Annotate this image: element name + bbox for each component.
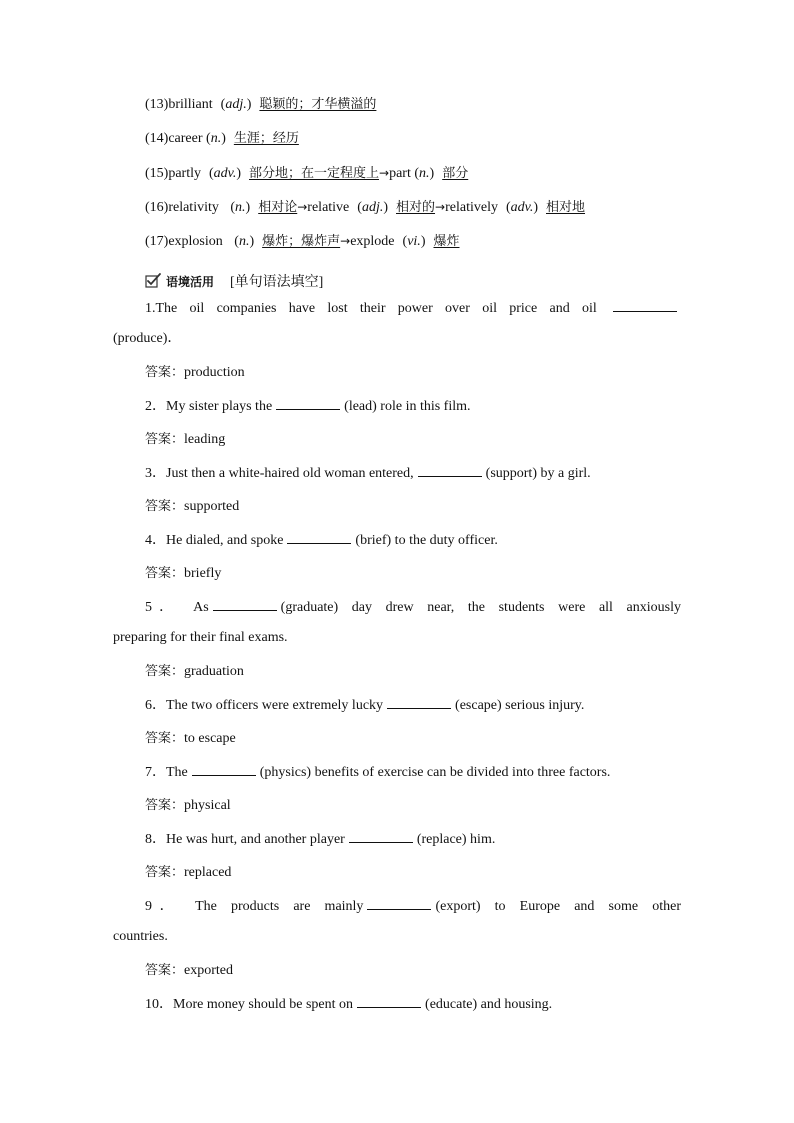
check-pencil-icon [145,273,162,289]
arrow-icon: → [340,234,351,248]
answer-blank [349,828,413,843]
answer-blank [287,529,351,544]
vocab-meaning: 部分地；在一定程度上 [249,166,380,181]
answer-line: 答案：to escape [145,731,236,746]
vocab-item: (14)career (n.) 生涯；经历 [145,131,299,146]
vocab-meaning: 生涯；经历 [233,131,299,146]
question-item: 2．My sister plays the (lead) role in this film. [113,395,681,428]
answer-blank [357,993,421,1008]
answer-blank [276,395,340,410]
arrow-icon: → [435,200,446,214]
vocab-meaning: 爆炸 [433,234,460,249]
answer-line: 答案：supported [145,499,240,514]
answer-line: 答案：replaced [145,865,232,880]
answer-line: 答案：physical [145,798,231,813]
answer-blank [192,761,256,776]
section-label: 语境活用 [166,274,215,289]
question-item: 10．More money should be spent on (educate) and housing. [113,993,681,1026]
vocab-meaning: 相对论 [258,200,298,215]
answer-line: 答案：graduation [145,664,244,679]
question-item: 6．The two officers were extremely lucky (escape) serious injury. [113,694,681,727]
section-subtitle: [单句语法填空] [230,275,324,290]
answer-line: 答案：production [145,365,245,380]
answer-blank [613,297,677,312]
vocab-meaning: 相对地 [546,200,586,215]
arrow-icon: → [297,200,308,214]
vocab-item: (17)explosion (n.) 爆炸；爆炸声→explode (vi.) 爆炸 [145,234,460,249]
answer-blank [213,596,277,611]
vocab-meaning: 聪颖的；才华横溢的 [259,97,377,112]
question-item: 8．He was hurt, and another player (replace) him. [113,828,681,861]
section-header [113,265,681,297]
question-item: 4．He dialed, and spoke (brief) to the duty officer. [113,529,681,562]
vocab-item: (16)relativity (n.) 相对论→relative (adj.) 相对的→relatively (adv.) 相对地 [145,200,586,215]
question-item: 9． The products are mainly (export) to Europe and some other [113,895,681,927]
answer-line: 答案：leading [145,432,226,447]
question-item: 3．Just then a white-haired old woman entered, (support) by a girl. [113,462,681,495]
question-continuation: preparing for their final exams. [113,630,288,645]
answer-line: 答案：exported [145,963,233,978]
vocab-item: (15)partly (adv.) 部分地；在一定程度上→part (n.) 部分 [145,166,469,181]
arrow-icon: → [379,166,390,180]
vocab-item: (13)brilliant (adj.) 聪颖的；才华横溢的 [145,97,377,112]
question-continuation: (produce)． [113,331,182,346]
question-continuation: countries. [113,929,168,944]
vocab-meaning: 部分 [442,166,469,181]
vocab-meaning: 爆炸；爆炸声 [262,234,341,249]
answer-blank [387,694,451,709]
answer-blank [418,462,482,477]
answer-blank [367,895,431,910]
question-item: 1.The oil companies have lost their power over oil price and oil [113,297,681,329]
vocab-meaning: 相对的 [396,200,436,215]
answer-line: 答案：briefly [145,566,222,581]
document-page [113,95,681,1026]
question-item: 7．The (physics) benefits of exercise can be divided into three factors. [113,761,681,794]
question-item: 5． As (graduate) day drew near, the students were all anxiously [113,596,681,628]
